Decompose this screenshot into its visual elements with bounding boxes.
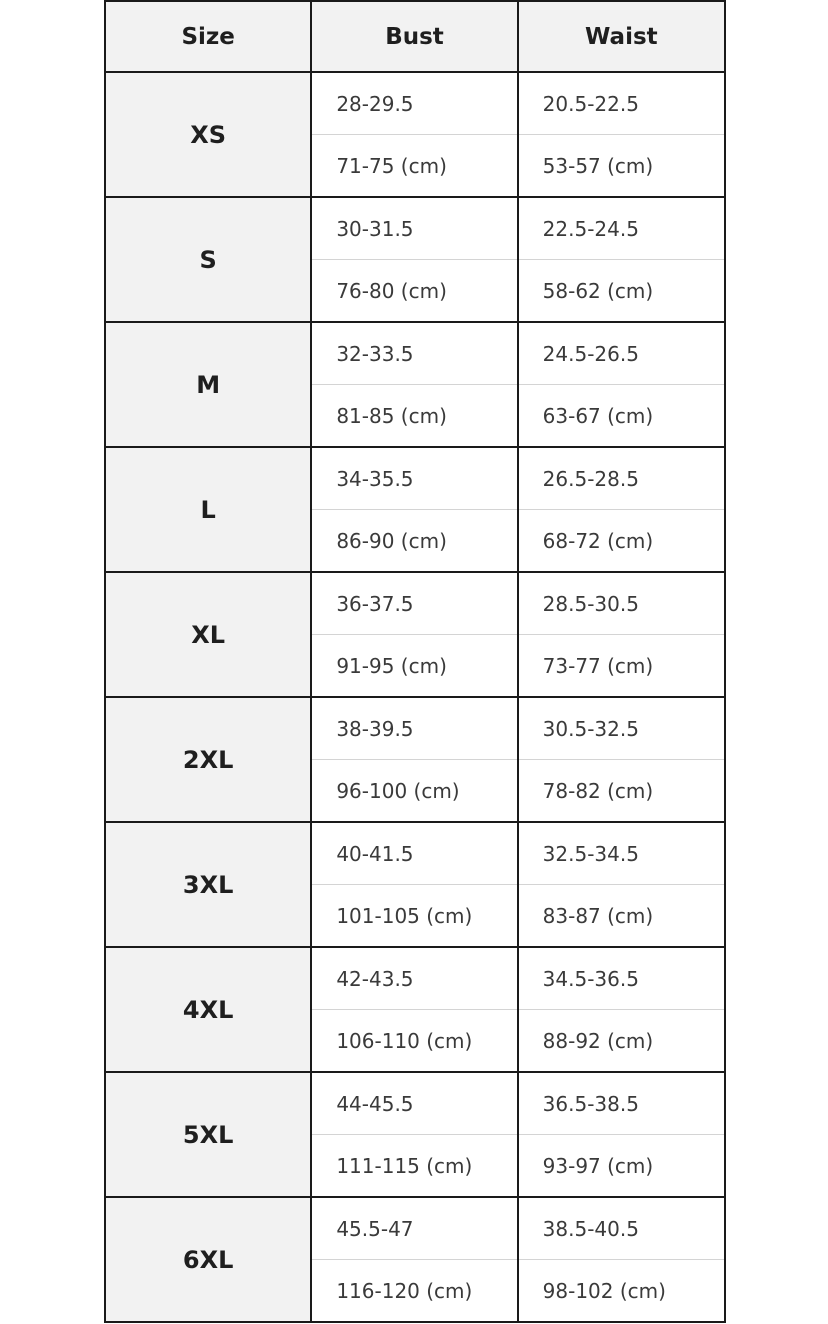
waist-inches-cell: 26.5-28.5: [518, 447, 725, 510]
bust-cm-cell: 71-75 (cm): [311, 135, 517, 198]
waist-cm-cell: 83-87 (cm): [518, 885, 725, 948]
size-label: 5XL: [105, 1072, 311, 1197]
bust-inches-cell: 32-33.5: [311, 322, 517, 385]
bust-cm-cell: 96-100 (cm): [311, 760, 517, 823]
waist-cm-cell: 88-92 (cm): [518, 1010, 725, 1073]
bust-inches-cell: 42-43.5: [311, 947, 517, 1010]
waist-cm-cell: 53-57 (cm): [518, 135, 725, 198]
bust-inches-cell: 44-45.5: [311, 1072, 517, 1135]
bust-cm-cell: 101-105 (cm): [311, 885, 517, 948]
bust-cm-cell: 111-115 (cm): [311, 1135, 517, 1198]
bust-inches-cell: 28-29.5: [311, 72, 517, 135]
size-label: 3XL: [105, 822, 311, 947]
size-chart-table: [104, 0, 726, 1323]
waist-cm-cell: 58-62 (cm): [518, 260, 725, 323]
size-label: 4XL: [105, 947, 311, 1072]
size-label: L: [105, 447, 311, 572]
waist-inches-cell: 30.5-32.5: [518, 697, 725, 760]
table-row: [105, 822, 725, 885]
waist-cm-cell: 63-67 (cm): [518, 385, 725, 448]
header-bust: Bust: [311, 1, 517, 72]
waist-inches-cell: 22.5-24.5: [518, 197, 725, 260]
bust-cm-cell: 86-90 (cm): [311, 510, 517, 573]
table-body: [105, 72, 725, 1322]
table-row: [105, 322, 725, 385]
waist-inches-cell: 20.5-22.5: [518, 72, 725, 135]
bust-cm-cell: 81-85 (cm): [311, 385, 517, 448]
table-row: [105, 72, 725, 135]
table-row: [105, 947, 725, 1010]
waist-inches-cell: 34.5-36.5: [518, 947, 725, 1010]
waist-inches-cell: 36.5-38.5: [518, 1072, 725, 1135]
waist-cm-cell: 68-72 (cm): [518, 510, 725, 573]
waist-inches-cell: 28.5-30.5: [518, 572, 725, 635]
header-waist: Waist: [518, 1, 725, 72]
bust-cm-cell: 116-120 (cm): [311, 1260, 517, 1323]
size-label: M: [105, 322, 311, 447]
header-size: Size: [105, 1, 311, 72]
table-row: [105, 697, 725, 760]
bust-inches-cell: 30-31.5: [311, 197, 517, 260]
size-label: XL: [105, 572, 311, 697]
bust-cm-cell: 106-110 (cm): [311, 1010, 517, 1073]
table-row: [105, 1072, 725, 1135]
waist-inches-cell: 32.5-34.5: [518, 822, 725, 885]
table-header: [105, 1, 725, 72]
table-row: [105, 197, 725, 260]
waist-inches-cell: 24.5-26.5: [518, 322, 725, 385]
table-row: [105, 572, 725, 635]
bust-inches-cell: 38-39.5: [311, 697, 517, 760]
bust-cm-cell: 76-80 (cm): [311, 260, 517, 323]
bust-inches-cell: 45.5-47: [311, 1197, 517, 1260]
header-row: [105, 1, 725, 72]
waist-cm-cell: 98-102 (cm): [518, 1260, 725, 1323]
size-label: 2XL: [105, 697, 311, 822]
waist-cm-cell: 78-82 (cm): [518, 760, 725, 823]
bust-inches-cell: 36-37.5: [311, 572, 517, 635]
bust-inches-cell: 34-35.5: [311, 447, 517, 510]
waist-inches-cell: 38.5-40.5: [518, 1197, 725, 1260]
bust-inches-cell: 40-41.5: [311, 822, 517, 885]
waist-cm-cell: 93-97 (cm): [518, 1135, 725, 1198]
table-row: [105, 1197, 725, 1260]
size-label: XS: [105, 72, 311, 197]
waist-cm-cell: 73-77 (cm): [518, 635, 725, 698]
table-row: [105, 447, 725, 510]
bust-cm-cell: 91-95 (cm): [311, 635, 517, 698]
size-label: S: [105, 197, 311, 322]
size-label: 6XL: [105, 1197, 311, 1322]
